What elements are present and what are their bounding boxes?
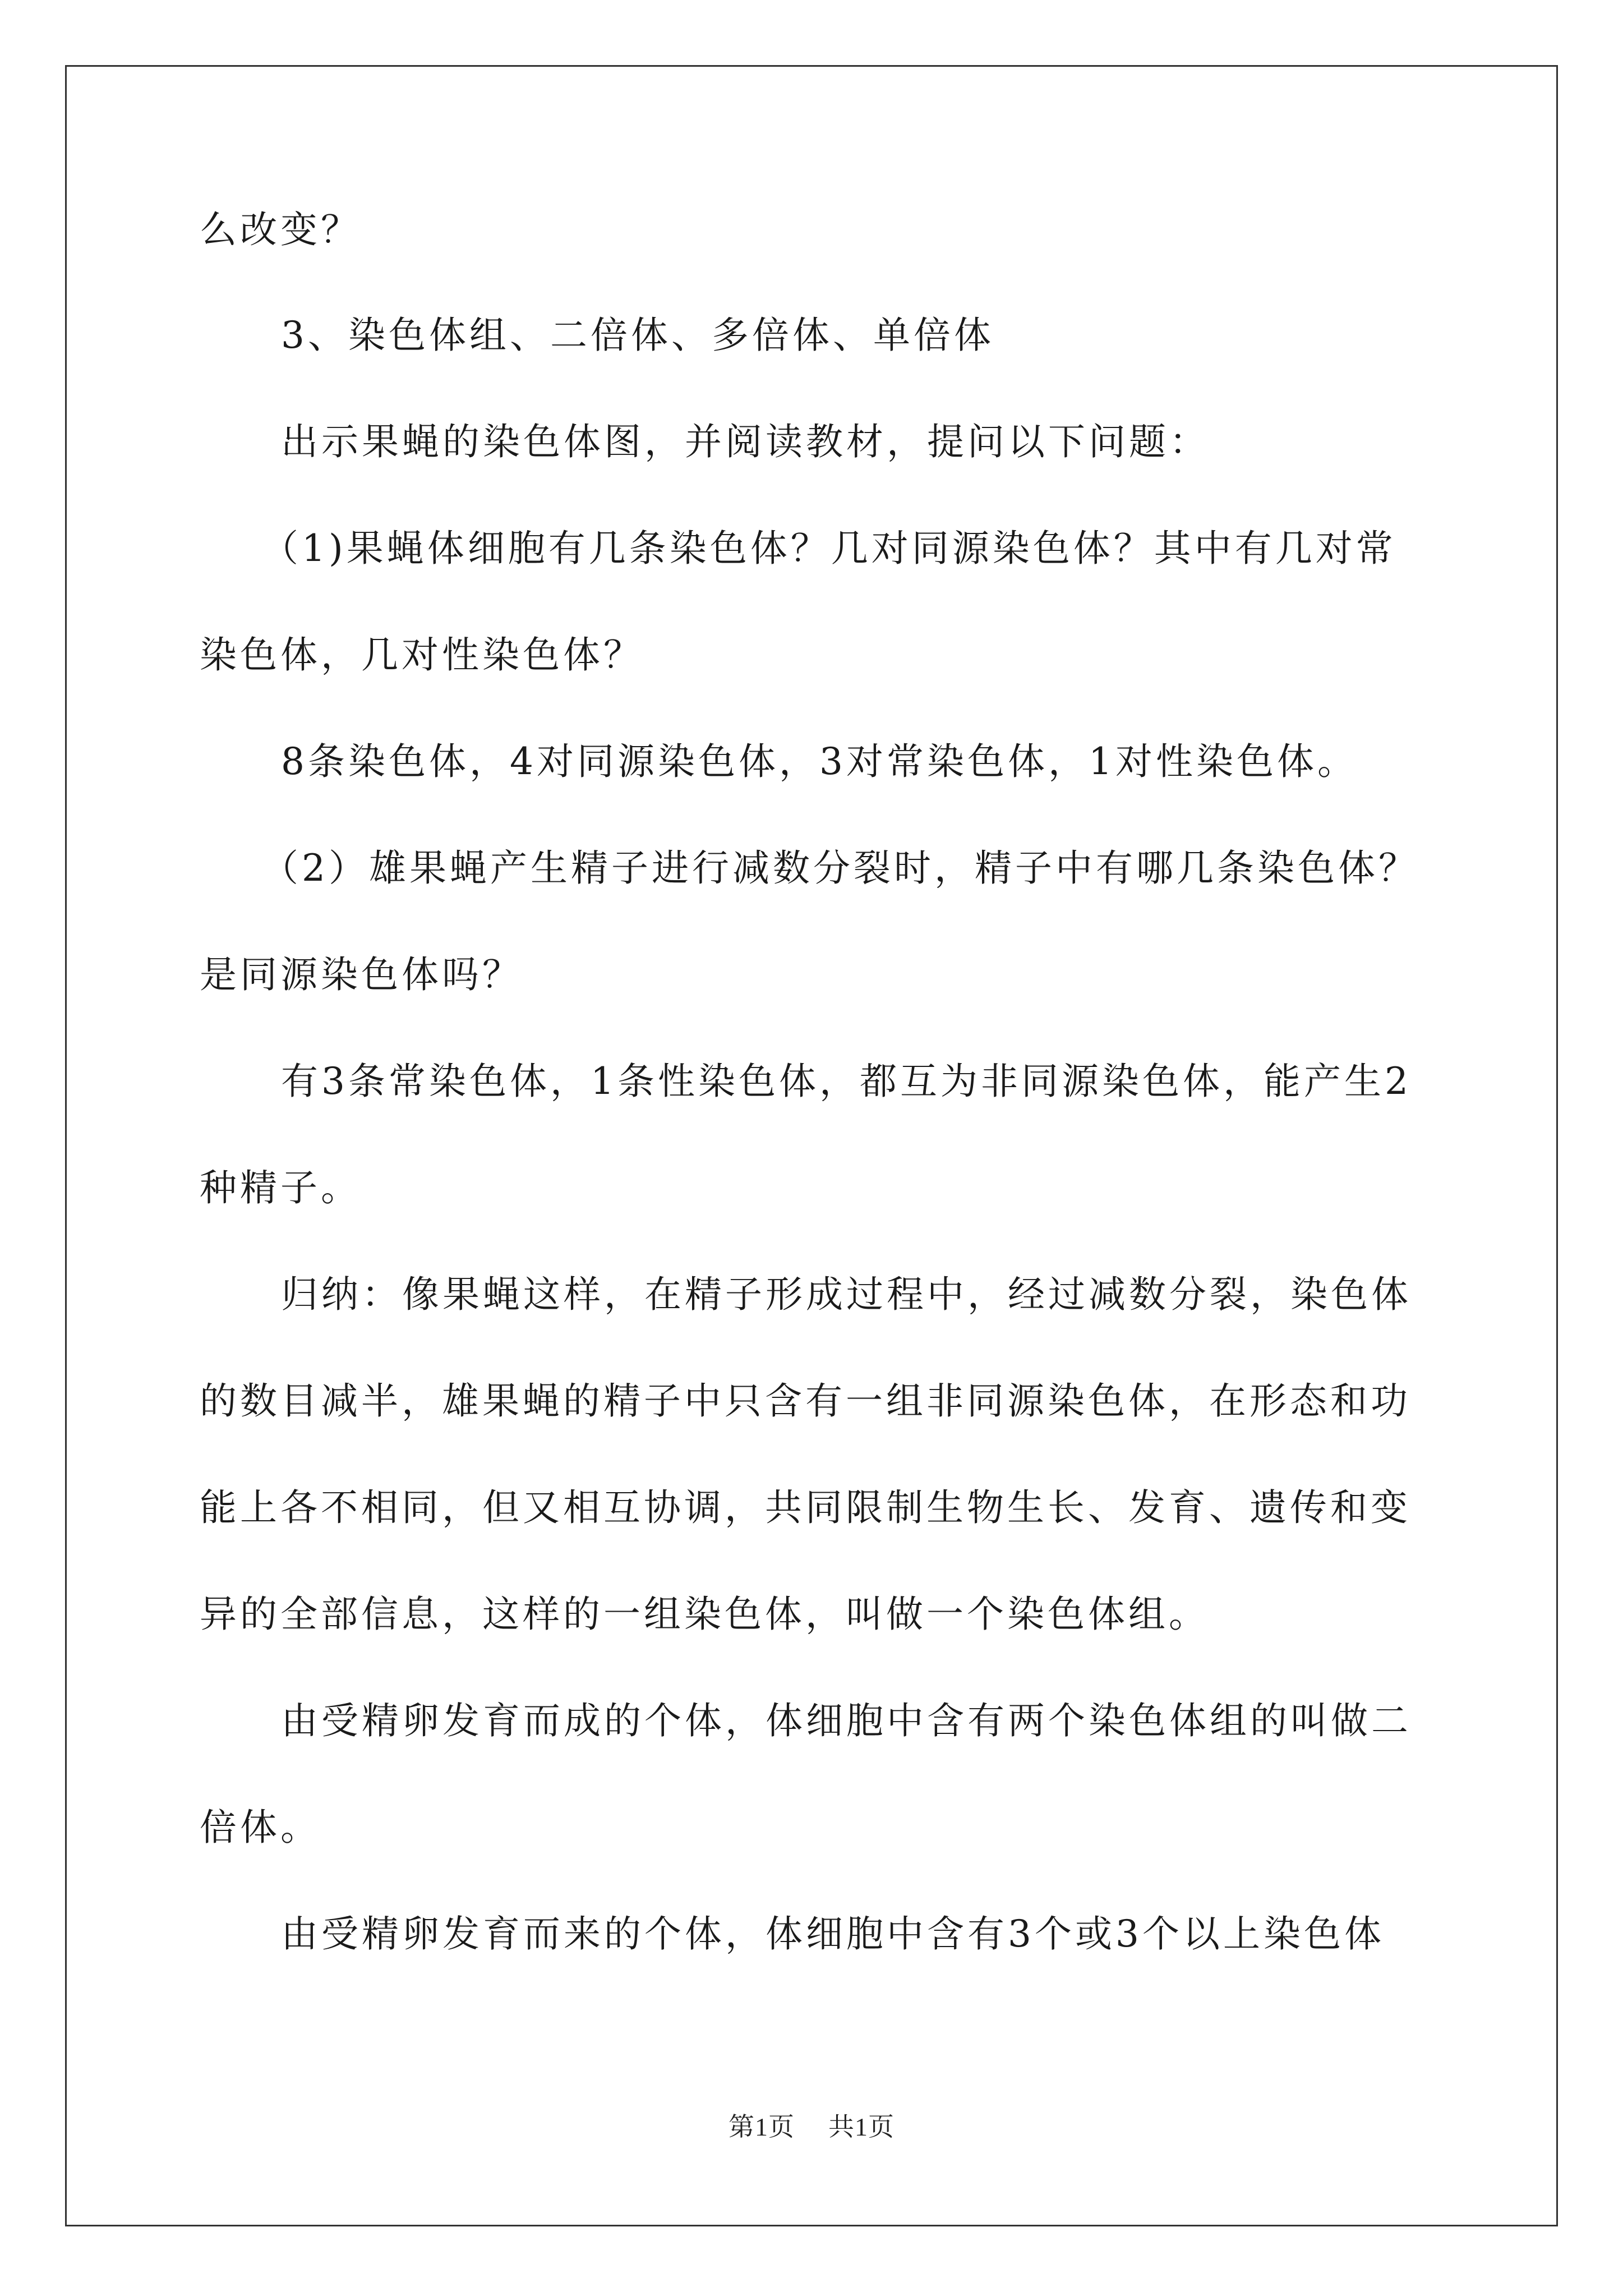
question-line: 染色体，几对性染色体？ xyxy=(200,633,644,677)
answer-line: 种精子。 xyxy=(200,1166,361,1209)
page-border xyxy=(65,65,1558,2226)
answer-line: 8条染色体，4对同源染色体，3对常染色体，1对性染色体。 xyxy=(281,740,1358,783)
text-line: 由受精卵发育而成的个体，体细胞中含有两个染色体组的叫做二 xyxy=(281,1699,1412,1742)
section-heading: 3、染色体组、二倍体、多倍体、单倍体 xyxy=(281,314,994,357)
text-line: 归纳：像果蝇这样，在精子形成过程中，经过减数分裂，染色体 xyxy=(281,1273,1412,1316)
text-line: 出示果蝇的染色体图，并阅读教材，提问以下问题： xyxy=(281,420,1210,463)
text-line: 能上各不相同，但又相互协调，共同限制生物生长、发育、遗传和变 xyxy=(200,1486,1411,1529)
text-line: 由受精卵发育而来的个体，体细胞中含有3个或3个以上染色体 xyxy=(281,1912,1385,1955)
page-number: 第1页 xyxy=(728,2113,795,2141)
text-line: 倍体。 xyxy=(200,1806,321,1849)
text-line: 么改变？ xyxy=(200,208,361,251)
page-footer xyxy=(0,2106,1623,2143)
text-line: 的数目减半，雄果蝇的精子中只含有一组非同源染色体，在形态和功 xyxy=(200,1379,1411,1423)
question-line: （2）雄果蝇产生精子进行减数分裂时，精子中有哪几条染色体？ xyxy=(261,846,1419,890)
page-total: 共1页 xyxy=(828,2113,895,2141)
text-line: 异的全部信息，这样的一组染色体，叫做一个染色体组。 xyxy=(200,1593,1209,1636)
question-line: 是同源染色体吗？ xyxy=(200,953,523,996)
answer-line: 有3条常染色体，1条性染色体，都互为非同源染色体，能产生2 xyxy=(281,1060,1412,1103)
question-line: （1)果蝇体细胞有几条染色体？几对同源染色体？其中有几对常 xyxy=(261,527,1396,570)
